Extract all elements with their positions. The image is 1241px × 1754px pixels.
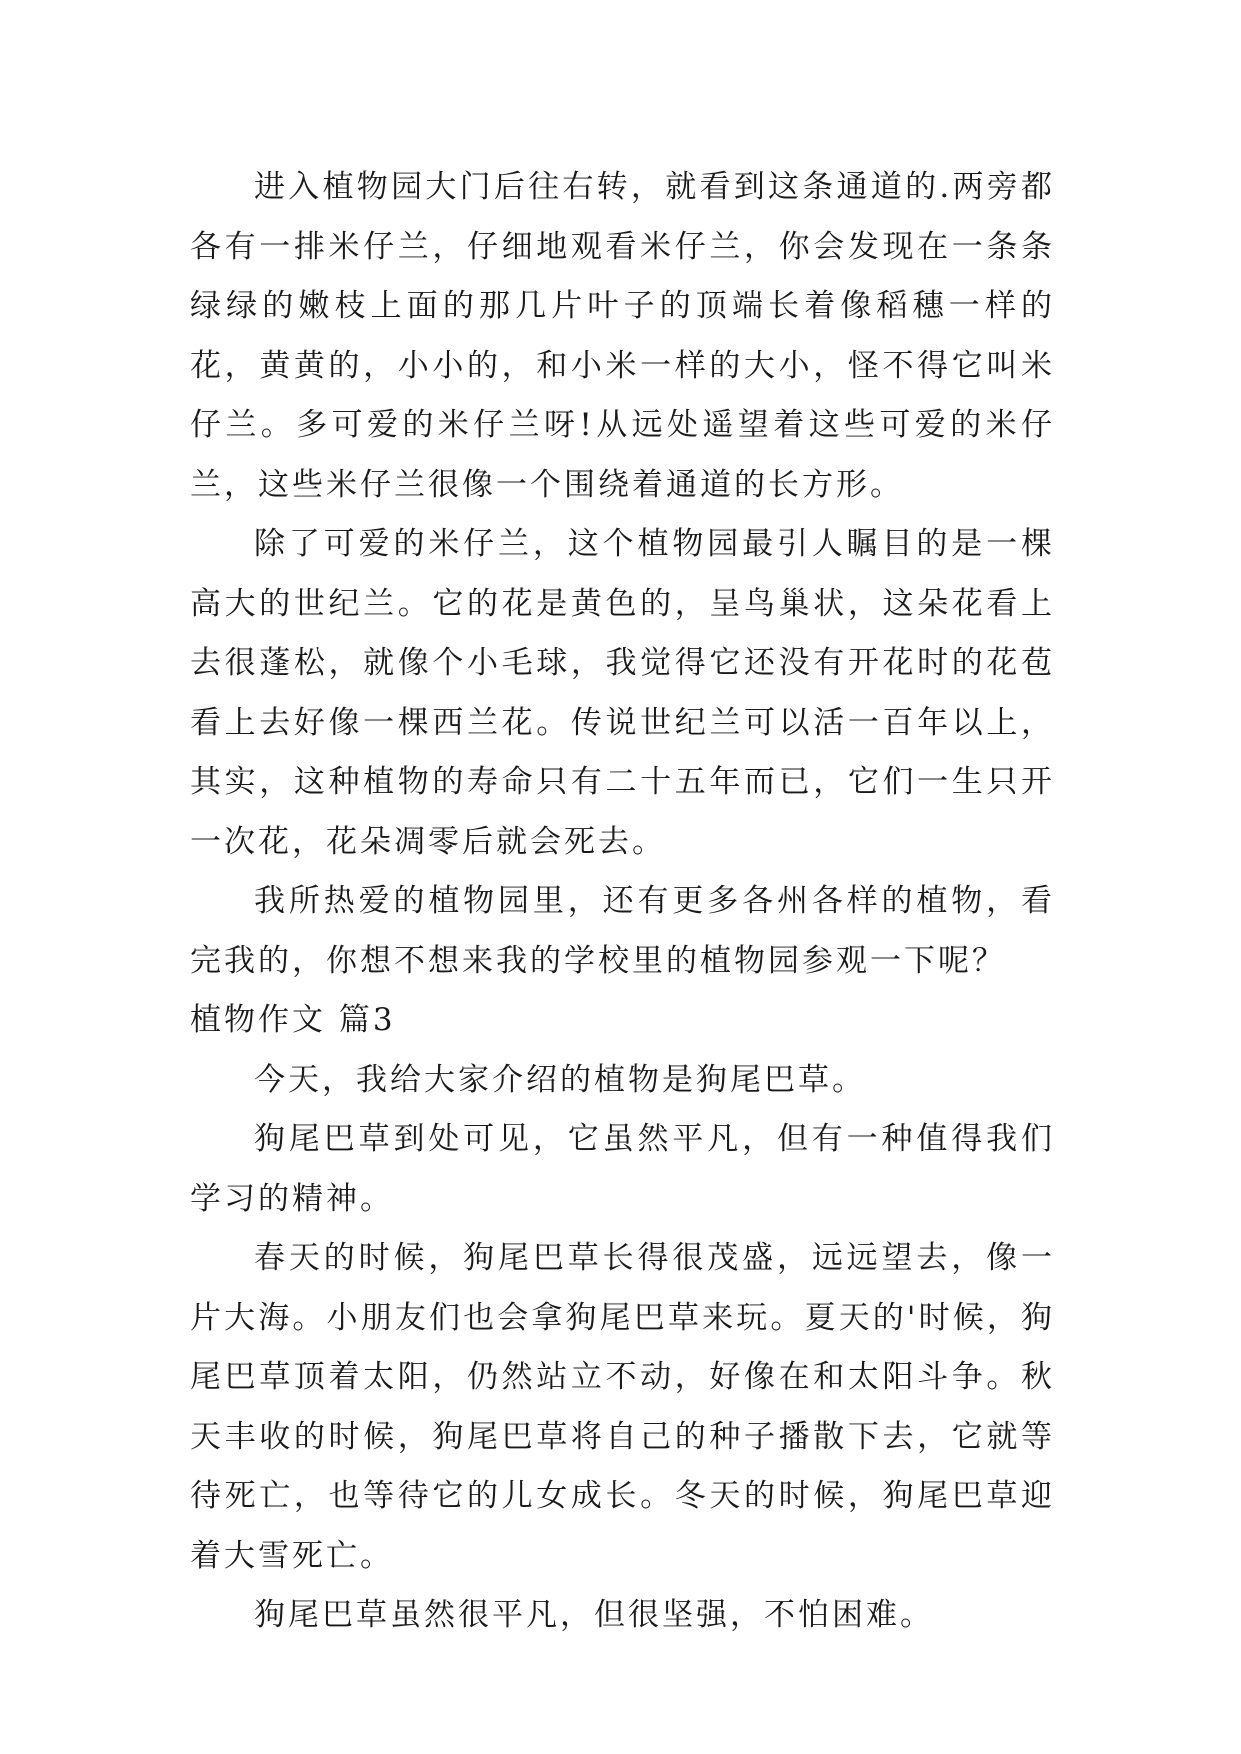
paragraph-spirit: 狗尾巴草到处可见，它虽然平凡，但有一种值得我们学习的精神。 [190, 1121, 1055, 1217]
paragraph-invitation: 我所热爱的植物园里，还有更多各州各样的植物，看完我的，你想不想来我的学校里的植物园参观一下呢？ [190, 883, 1055, 979]
paragraph-century-plant: 除了可爱的米仔兰，这个植物园最引人瞩目的是一棵高大的世纪兰。它的花是黄色的，呈鸟巢状，这朵花看上去很蓬松，就像个小毛球，我觉得它还没有开花时的花苞看上去好像一棵西兰花。传说世纪兰可以活一百年以上，其实，这种植物的寿命只有二十五年而已，它们一生只开一次花，花朵凋零后就会死去。 [190, 526, 1055, 860]
paragraph-conclusion: 狗尾巴草虽然很平凡，但很坚强，不怕困难。 [254, 1597, 934, 1633]
paragraph-seasons: 春天的时候，狗尾巴草长得很茂盛，远远望去，像一片大海。小朋友们也会拿狗尾巴草来玩。夏天的'时候，狗尾巴草顶着太阳，仍然站立不动，好像在和太阳斗争。秋天丰收的时候，狗尾巴草将自己的种子播散下去，它就等待死亡，也等待它的儿女成长。冬天的时候，狗尾巴草迎着大雪死亡。 [190, 1240, 1055, 1574]
document-body [190, 158, 1055, 1646]
section-heading: 植物作文 篇3 [190, 1002, 396, 1038]
paragraph-milan: 进入植物园大门后往右转，就看到这条通道的.两旁都各有一排米仔兰，仔细地观看米仔兰，你会发现在一条条绿绿的嫩枝上面的那几片叶子的顶端长着像稻穗一样的花，黄黄的，小小的，和小米一样的大小，怪不得它叫米仔兰。多可爱的米仔兰呀!从远处遥望着这些可爱的米仔兰，这些米仔兰很像一个围绕着通道的长方形。 [190, 169, 1055, 503]
paragraph-intro: 今天，我给大家介绍的植物是狗尾巴草。 [254, 1061, 866, 1098]
